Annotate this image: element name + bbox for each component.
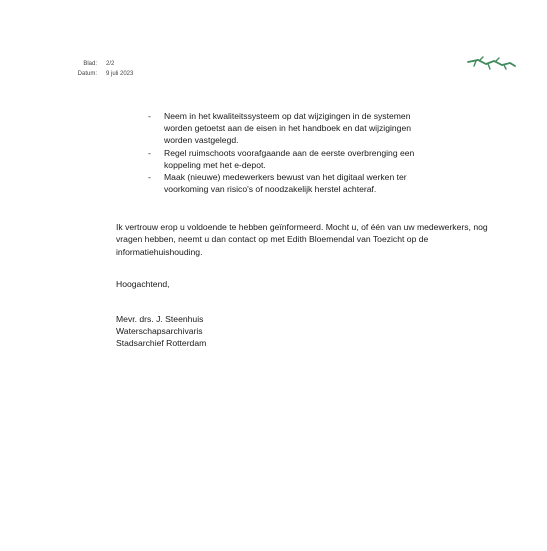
bullet-dash: - [148, 172, 151, 183]
green-bird-logo [466, 56, 516, 72]
list-item [148, 110, 438, 147]
list-item-text: Regel ruimschoots voorafgaande aan de eerste overbrenging een koppeling met het e-depot. [164, 147, 415, 170]
page-label: Blad: [83, 61, 97, 67]
bullet-dash: - [148, 147, 151, 158]
list-item [148, 171, 438, 195]
signature-block [116, 314, 206, 349]
contact-paragraph: Ik vertrouw erop u voldoende te hebben geïnformeerd. Mocht u, of één van uw medewerkers, nog vragen hebben, neemt u dan contact op met Edith Bloemendal van Toezicht op de informatiehuishouding. [116, 222, 488, 257]
bullet-dash: - [148, 111, 151, 121]
recommendation-list [148, 110, 438, 195]
signatory-title: Waterschapsarchivaris [116, 325, 203, 336]
closing-salutation: Hoogachtend, [116, 279, 170, 289]
signatory-organization: Stadsarchief Rotterdam [116, 337, 207, 348]
list-item-text: Neem in het kwaliteitssysteem op dat wijzigingen in de systemen worden getoetst aan de eisen in het handboek en dat wijzigingen worden vastgelegd. [164, 111, 412, 146]
date-row [76, 69, 133, 79]
date-label: Datum: [77, 71, 97, 77]
list-item [148, 147, 438, 171]
signatory-name: Mevr. drs. J. Steenhuis [116, 314, 204, 324]
letter-meta [76, 59, 133, 79]
list-item-text: Maak (nieuwe) medewerkers bewust van het digitaal werken ter voorkoming van risico's of noodzakelijk herstel achteraf. [164, 172, 407, 195]
date-value: 9 juli 2023 [106, 71, 134, 77]
page-number-row [76, 59, 133, 69]
page-value: 2/2 [106, 61, 115, 67]
